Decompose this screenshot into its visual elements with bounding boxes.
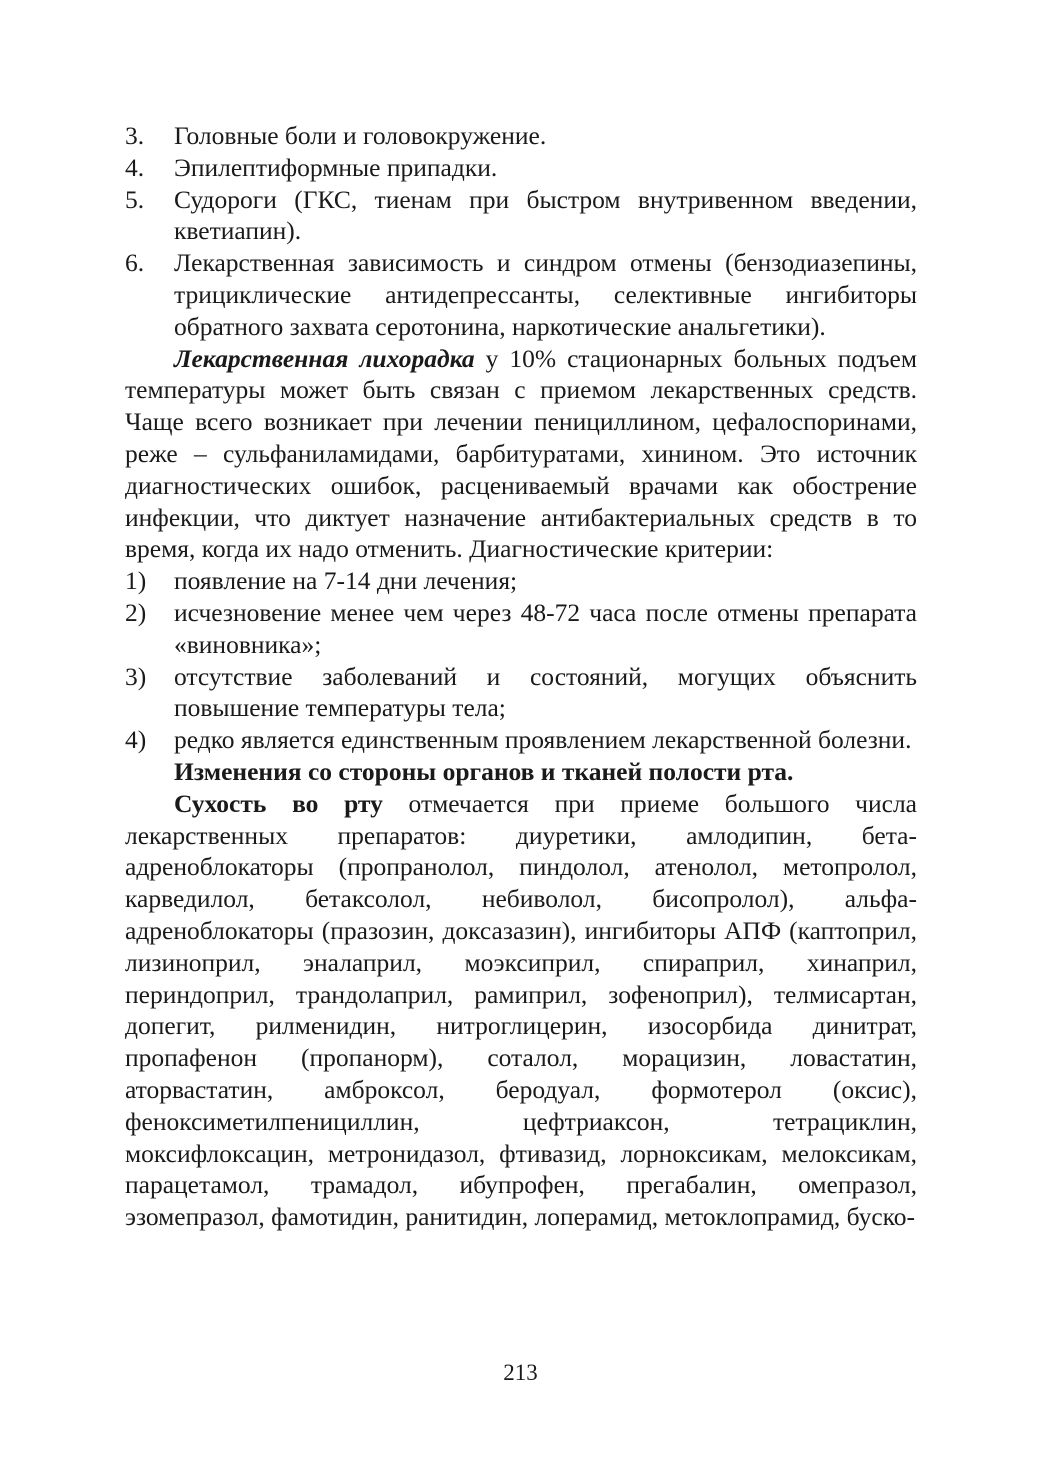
section-heading: Изменения со стороны органов и тканей полости рта. [174,756,794,786]
list-number: 4) [125,725,147,755]
list-text: отсутствие заболеваний и состояний, могущих объяснить повышение температуры тела; [174,661,917,723]
list-number: 4. [125,152,145,182]
list-number: 3) [125,661,147,691]
list-item [125,152,917,184]
page-body [125,120,917,1233]
drug-fever-paragraph [125,343,917,566]
dry-mouth-term: Сухость во рту [174,788,383,818]
drug-fever-text: у 10% стационарных больных подъем температуры может быть связан с приемом лекарственных средств. Чаще всего возникает при лечении пенициллином, цефалоспоринами, реже – сульфаниламидами, барбитуратами, хинином. Это источник диагностических ошибок, расцениваемый врачами как обострение инфекции, что диктует назначение антибактериальных средств в то время, когда их надо отменить. Диагностические критерии: [125,343,917,564]
list-item [125,184,917,248]
list-text: Головные боли и головокружение. [174,121,547,150]
list-item [125,565,917,597]
list-text: Эпилептиформные припадки. [174,152,498,182]
list-number: 6. [125,248,145,278]
list-item [125,247,917,342]
list-text: Судороги (ГКС, тиенам при быстром внутривенном введении, кветиапин). [174,184,917,246]
dry-mouth-text: отмечается при приеме большого числа лекарственных препаратов: диуретики, амлодипин, бета-адреноблокаторы (пропранолол, пиндолол, атенолол, метопролол, карведилол, бетаксолол, небиволол, бисопролол), альфа-адреноблокаторы (празозин, доксазазин), ингибиторы АПФ (каптоприл, лизиноприл, эналаприл, моэксиприл, спираприл, хинаприл, периндоприл, трандолаприл, рамиприл, зофеноприл), телмисартан, допегит, рилменидин, нитроглицерин, изосорбида динитрат, пропафенон (пропанорм), соталол, морацизин, ловастатин, аторвастатин, амброксол, беродуал, формотерол (оксис), феноксиметилпенициллин, цефтриаксон, тетрациклин, моксифлоксацин, метронидазол, фтивазид, лорноксикам, мелоксикам, парацетамол, трамадол, ибупрофен, прегабалин, омепразол, эзомепразол, фамотидин, ранитидин, лоперамид, метоклопрамид, буско- [125,788,917,1232]
list-number: 2) [125,597,147,627]
page-number: 213 [503,1360,538,1385]
list-item [125,597,917,661]
list-text: редко является единственным проявлением лекарственной болезни. [174,725,912,755]
drug-fever-term: Лекарственная лихорадка [174,343,475,373]
list-item [125,724,917,756]
dry-mouth-paragraph [125,788,917,1233]
list-number: 3. [125,121,145,150]
list-text: Лекарственная зависимость и синдром отмены (бензодиазепины, трициклические антидепрессанты, селективные ингибиторы обратного захвата серотонина, наркотические анальгетики). [174,248,917,341]
list-text: исчезновение менее чем через 48-72 часа после отмены препарата «виновника»; [174,597,917,659]
list-number: 1) [125,566,147,596]
list-text: появление на 7-14 дни лечения; [174,566,518,596]
list-item [125,120,917,152]
list-number: 5. [125,184,145,214]
list-item [125,661,917,725]
